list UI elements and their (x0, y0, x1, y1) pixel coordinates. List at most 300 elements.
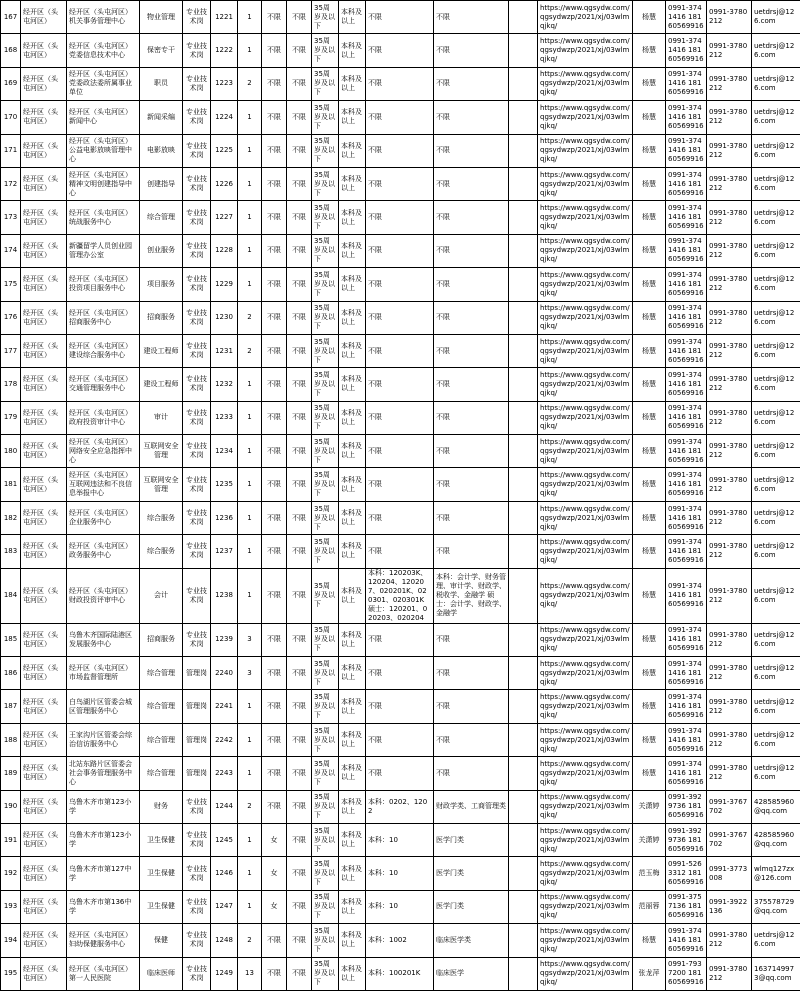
row-number: 194 (1, 924, 21, 957)
position-name-cell: 招商服务 (140, 301, 183, 334)
age-requirement-cell: 35周岁及以下 (312, 823, 339, 856)
fax-cell: 0991-3780212 (707, 657, 752, 690)
phone-cell: 0991-3741416 18160569916 (666, 1, 707, 34)
ethnicity-cell: 不限 (287, 790, 312, 823)
education-cell: 本科及以上 (339, 568, 366, 623)
major-code-cell: 本科：100201K (366, 957, 434, 990)
fax-cell: 0991-3780212 (707, 334, 752, 367)
table-row (1, 790, 800, 823)
fax-cell: 0991-3780212 (707, 34, 752, 67)
gender-cell: 不限 (262, 468, 287, 501)
age-requirement-cell: 35周岁及以下 (312, 790, 339, 823)
major-name-cell: 不限 (434, 67, 509, 100)
major-code-cell: 不限 (366, 201, 434, 234)
ethnicity-cell: 不限 (287, 1, 312, 34)
apply-url-cell: https://www.qgsydw.com/qgsydwzp/2021/xj/03wlmqjkq/ (538, 568, 633, 623)
unit-name-cell: 经开区（头屯河区）党委政法委所属事业单位 (67, 67, 140, 100)
fax-cell: 0991-3780212 (707, 134, 752, 167)
table-row (1, 1, 800, 34)
position-name-cell: 招商服务 (140, 623, 183, 656)
contact-person-cell: 关潇婷 (633, 823, 666, 856)
other-requirement-cell (509, 857, 538, 890)
position-category-cell: 专业技术岗 (183, 435, 211, 468)
other-requirement-cell (509, 67, 538, 100)
education-cell: 本科及以上 (339, 301, 366, 334)
position-category-cell: 专业技术岗 (183, 101, 211, 134)
position-name-cell: 综合管理 (140, 757, 183, 790)
contact-person-cell: 杨慧 (633, 723, 666, 756)
ethnicity-cell: 不限 (287, 234, 312, 267)
gender-cell: 不限 (262, 401, 287, 434)
email-cell: wlmq127zx@126.com (752, 857, 800, 890)
ethnicity-cell: 不限 (287, 890, 312, 923)
other-requirement-cell (509, 34, 538, 67)
gender-cell: 不限 (262, 234, 287, 267)
phone-cell: 0991-3741416 18160569916 (666, 101, 707, 134)
education-cell: 本科及以上 (339, 468, 366, 501)
age-requirement-cell: 35周岁及以下 (312, 757, 339, 790)
position-category-cell: 专业技术岗 (183, 568, 211, 623)
other-requirement-cell (509, 823, 538, 856)
age-requirement-cell: 35周岁及以下 (312, 401, 339, 434)
major-code-cell: 不限 (366, 167, 434, 200)
unit-name-cell: 经开区（头屯河区）交通管理服务中心 (67, 368, 140, 401)
major-code-cell: 不限 (366, 690, 434, 723)
position-code-cell: 2241 (211, 690, 238, 723)
phone-cell: 0991-3741416 18160569916 (666, 34, 707, 67)
other-requirement-cell (509, 757, 538, 790)
apply-url-cell: https://www.qgsydw.com/qgsydwzp/2021/xj/03wlmqjkq/ (538, 101, 633, 134)
contact-person-cell: 杨慧 (633, 268, 666, 301)
contact-person-cell: 杨慧 (633, 101, 666, 134)
fax-cell: 0991-3780212 (707, 757, 752, 790)
phone-cell: 0991-3929736 18160569916 (666, 823, 707, 856)
row-number: 180 (1, 435, 21, 468)
email-cell: uetdrsj@126.com (752, 535, 800, 568)
apply-url-cell: https://www.qgsydw.com/qgsydwzp/2021/xj/03wlmqjkq/ (538, 234, 633, 267)
ethnicity-cell: 不限 (287, 857, 312, 890)
table-row (1, 857, 800, 890)
email-cell: uetdrsj@126.com (752, 201, 800, 234)
unit-name-cell: 乌鲁木齐市第123小学 (67, 790, 140, 823)
position-name-cell: 电影放映 (140, 134, 183, 167)
major-code-cell: 不限 (366, 368, 434, 401)
row-number: 176 (1, 301, 21, 334)
gender-cell: 不限 (262, 657, 287, 690)
phone-cell: 0991-3741416 18160569916 (666, 401, 707, 434)
table-row (1, 67, 800, 100)
education-cell: 本科及以上 (339, 401, 366, 434)
ethnicity-cell: 不限 (287, 957, 312, 990)
apply-url-cell: https://www.qgsydw.com/qgsydwzp/2021/xj/03wlmqjkq/ (538, 790, 633, 823)
table-row (1, 34, 800, 67)
table-row (1, 334, 800, 367)
major-code-cell: 不限 (366, 623, 434, 656)
phone-cell: 0991-3741416 18160569916 (666, 723, 707, 756)
ethnicity-cell: 不限 (287, 435, 312, 468)
phone-cell: 0991-3741416 18160569916 (666, 501, 707, 534)
row-number: 172 (1, 167, 21, 200)
position-code-cell: 1222 (211, 34, 238, 67)
position-name-cell: 综合服务 (140, 535, 183, 568)
gender-cell: 不限 (262, 201, 287, 234)
fax-cell: 0991-3780212 (707, 268, 752, 301)
district-cell: 经开区（头屯河区） (21, 468, 67, 501)
position-name-cell: 综合管理 (140, 690, 183, 723)
position-code-cell: 1230 (211, 301, 238, 334)
contact-person-cell: 范玉梅 (633, 857, 666, 890)
phone-cell: 0991-3741416 18160569916 (666, 134, 707, 167)
position-name-cell: 卫生保健 (140, 823, 183, 856)
contact-person-cell: 杨慧 (633, 657, 666, 690)
major-code-cell: 不限 (366, 268, 434, 301)
hiring-count-cell: 1 (238, 435, 262, 468)
ethnicity-cell: 不限 (287, 468, 312, 501)
ethnicity-cell: 不限 (287, 568, 312, 623)
major-name-cell: 不限 (434, 201, 509, 234)
row-number: 192 (1, 857, 21, 890)
contact-person-cell: 关潇婷 (633, 790, 666, 823)
contact-person-cell: 杨慧 (633, 501, 666, 534)
major-name-cell: 不限 (434, 234, 509, 267)
ethnicity-cell: 不限 (287, 268, 312, 301)
district-cell: 经开区（头屯河区） (21, 501, 67, 534)
position-code-cell: 1221 (211, 1, 238, 34)
phone-cell: 0991-3741416 18160569916 (666, 568, 707, 623)
education-cell: 本科及以上 (339, 957, 366, 990)
hiring-count-cell: 1 (238, 723, 262, 756)
major-code-cell: 不限 (366, 401, 434, 434)
hiring-count-cell: 1 (238, 268, 262, 301)
row-number: 175 (1, 268, 21, 301)
district-cell: 经开区（头屯河区） (21, 823, 67, 856)
apply-url-cell: https://www.qgsydw.com/qgsydwzp/2021/xj/03wlmqjkq/ (538, 890, 633, 923)
hiring-count-cell: 2 (238, 924, 262, 957)
row-number: 173 (1, 201, 21, 234)
position-code-cell: 1231 (211, 334, 238, 367)
contact-person-cell: 杨慧 (633, 924, 666, 957)
fax-cell: 0991-3780212 (707, 368, 752, 401)
major-name-cell: 不限 (434, 34, 509, 67)
contact-person-cell: 杨慧 (633, 435, 666, 468)
position-name-cell: 临床医师 (140, 957, 183, 990)
apply-url-cell: https://www.qgsydw.com/qgsydwzp/2021/xj/03wlmqjkq/ (538, 924, 633, 957)
row-number: 187 (1, 690, 21, 723)
phone-cell: 0991-3741416 18160569916 (666, 234, 707, 267)
fax-cell: 0991-3780212 (707, 1, 752, 34)
position-code-cell: 2242 (211, 723, 238, 756)
age-requirement-cell: 35周岁及以下 (312, 134, 339, 167)
table-row (1, 101, 800, 134)
district-cell: 经开区（头屯河区） (21, 134, 67, 167)
ethnicity-cell: 不限 (287, 301, 312, 334)
email-cell: uetdrsj@126.com (752, 723, 800, 756)
gender-cell: 不限 (262, 623, 287, 656)
gender-cell: 不限 (262, 34, 287, 67)
email-cell: uetdrsj@126.com (752, 34, 800, 67)
fax-cell: 0991-3780212 (707, 535, 752, 568)
fax-cell: 0991-3780212 (707, 723, 752, 756)
unit-name-cell: 新疆留学人员创业园管理办公室 (67, 234, 140, 267)
major-name-cell: 不限 (434, 468, 509, 501)
hiring-count-cell: 1 (238, 34, 262, 67)
ethnicity-cell: 不限 (287, 134, 312, 167)
ethnicity-cell: 不限 (287, 167, 312, 200)
apply-url-cell: https://www.qgsydw.com/qgsydwzp/2021/xj/03wlmqjkq/ (538, 134, 633, 167)
ethnicity-cell: 不限 (287, 34, 312, 67)
email-cell: uetdrsj@126.com (752, 623, 800, 656)
unit-name-cell: 经开区（头屯河区）网络安全应急指挥中心 (67, 435, 140, 468)
apply-url-cell: https://www.qgsydw.com/qgsydwzp/2021/xj/03wlmqjkq/ (538, 167, 633, 200)
age-requirement-cell: 35周岁及以下 (312, 890, 339, 923)
other-requirement-cell (509, 890, 538, 923)
email-cell: uetdrsj@126.com (752, 657, 800, 690)
gender-cell: 不限 (262, 501, 287, 534)
education-cell: 本科及以上 (339, 723, 366, 756)
education-cell: 本科及以上 (339, 368, 366, 401)
phone-cell: 0991-3741416 18160569916 (666, 67, 707, 100)
email-cell: 428585960@qq.com (752, 790, 800, 823)
age-requirement-cell: 35周岁及以下 (312, 435, 339, 468)
row-number: 182 (1, 501, 21, 534)
unit-name-cell: 经开区（头屯河区）公益电影放映管理中心 (67, 134, 140, 167)
fax-cell: 0991-3773008 (707, 857, 752, 890)
email-cell: uetdrsj@126.com (752, 401, 800, 434)
position-category-cell: 管理岗 (183, 757, 211, 790)
unit-name-cell: 乌鲁木齐市第136中学 (67, 890, 140, 923)
unit-name-cell: 经开区（头屯河区）政务服务中心 (67, 535, 140, 568)
gender-cell: 不限 (262, 101, 287, 134)
age-requirement-cell: 35周岁及以下 (312, 468, 339, 501)
phone-cell: 0991-3741416 18160569916 (666, 435, 707, 468)
age-requirement-cell: 35周岁及以下 (312, 501, 339, 534)
major-code-cell: 不限 (366, 435, 434, 468)
gender-cell: 不限 (262, 957, 287, 990)
position-name-cell: 保密专干 (140, 34, 183, 67)
position-name-cell: 互联网安全管理 (140, 468, 183, 501)
position-category-cell: 专业技术岗 (183, 67, 211, 100)
email-cell: uetdrsj@126.com (752, 134, 800, 167)
position-category-cell: 专业技术岗 (183, 790, 211, 823)
contact-person-cell: 杨慧 (633, 757, 666, 790)
position-category-cell: 专业技术岗 (183, 857, 211, 890)
email-cell: uetdrsj@126.com (752, 468, 800, 501)
gender-cell: 不限 (262, 134, 287, 167)
unit-name-cell: 经开区（头屯河区）统战服务中心 (67, 201, 140, 234)
position-category-cell: 管理岗 (183, 723, 211, 756)
position-code-cell: 1248 (211, 924, 238, 957)
district-cell: 经开区（头屯河区） (21, 757, 67, 790)
position-code-cell: 1229 (211, 268, 238, 301)
apply-url-cell: https://www.qgsydw.com/qgsydwzp/2021/xj/03wlmqjkq/ (538, 435, 633, 468)
gender-cell: 不限 (262, 268, 287, 301)
unit-name-cell: 经开区（头屯河区）建设综合服务中心 (67, 334, 140, 367)
other-requirement-cell (509, 167, 538, 200)
position-code-cell: 1236 (211, 501, 238, 534)
position-name-cell: 保健 (140, 924, 183, 957)
table-row (1, 368, 800, 401)
major-code-cell: 不限 (366, 301, 434, 334)
major-name-cell: 本科：会计学、财务管理、审计学、财政学、税收学、金融学 硕士：会计学、财政学、金融学 (434, 568, 509, 623)
district-cell: 经开区（头屯河区） (21, 790, 67, 823)
row-number: 177 (1, 334, 21, 367)
phone-cell: 0991-3741416 18160569916 (666, 535, 707, 568)
ethnicity-cell: 不限 (287, 757, 312, 790)
ethnicity-cell: 不限 (287, 690, 312, 723)
hiring-count-cell: 1 (238, 101, 262, 134)
position-category-cell: 专业技术岗 (183, 234, 211, 267)
email-cell: uetdrsj@126.com (752, 368, 800, 401)
major-code-cell: 不限 (366, 535, 434, 568)
other-requirement-cell (509, 535, 538, 568)
contact-person-cell: 范丽蓉 (633, 890, 666, 923)
row-number: 189 (1, 757, 21, 790)
unit-name-cell: 经开区（头屯河区）机关事务管理中心 (67, 1, 140, 34)
table-row (1, 623, 800, 656)
position-category-cell: 专业技术岗 (183, 501, 211, 534)
position-code-cell: 1235 (211, 468, 238, 501)
major-name-cell: 不限 (434, 401, 509, 434)
major-name-cell: 不限 (434, 535, 509, 568)
age-requirement-cell: 35周岁及以下 (312, 623, 339, 656)
district-cell: 经开区（头屯河区） (21, 568, 67, 623)
unit-name-cell: 经开区（头屯河区）招商服务中心 (67, 301, 140, 334)
position-code-cell: 2243 (211, 757, 238, 790)
gender-cell: 女 (262, 823, 287, 856)
fax-cell: 0991-3780212 (707, 435, 752, 468)
position-name-cell: 职员 (140, 67, 183, 100)
age-requirement-cell: 35周岁及以下 (312, 568, 339, 623)
position-name-cell: 互联网安全管理 (140, 435, 183, 468)
district-cell: 经开区（头屯河区） (21, 890, 67, 923)
position-category-cell: 专业技术岗 (183, 890, 211, 923)
education-cell: 本科及以上 (339, 823, 366, 856)
education-cell: 本科及以上 (339, 890, 366, 923)
major-name-cell: 医学门类 (434, 890, 509, 923)
hiring-count-cell: 1 (238, 823, 262, 856)
other-requirement-cell (509, 468, 538, 501)
table-row (1, 690, 800, 723)
major-code-cell: 不限 (366, 134, 434, 167)
hiring-count-cell: 3 (238, 623, 262, 656)
ethnicity-cell: 不限 (287, 101, 312, 134)
ethnicity-cell: 不限 (287, 334, 312, 367)
unit-name-cell: 经开区（头屯河区）新闻中心 (67, 101, 140, 134)
district-cell: 经开区（头屯河区） (21, 34, 67, 67)
position-category-cell: 专业技术岗 (183, 268, 211, 301)
position-category-cell: 专业技术岗 (183, 924, 211, 957)
contact-person-cell: 杨慧 (633, 535, 666, 568)
row-number: 183 (1, 535, 21, 568)
fax-cell: 0991-3780212 (707, 568, 752, 623)
district-cell: 经开区（头屯河区） (21, 401, 67, 434)
education-cell: 本科及以上 (339, 101, 366, 134)
district-cell: 经开区（头屯河区） (21, 723, 67, 756)
apply-url-cell: https://www.qgsydw.com/qgsydwzp/2021/xj/03wlmqjkq/ (538, 67, 633, 100)
education-cell: 本科及以上 (339, 34, 366, 67)
ethnicity-cell: 不限 (287, 723, 312, 756)
apply-url-cell: https://www.qgsydw.com/qgsydwzp/2021/xj/03wlmqjkq/ (538, 723, 633, 756)
gender-cell: 不限 (262, 790, 287, 823)
position-name-cell: 卫生保健 (140, 857, 183, 890)
hiring-count-cell: 1 (238, 234, 262, 267)
position-category-cell: 专业技术岗 (183, 468, 211, 501)
major-name-cell: 不限 (434, 101, 509, 134)
table-row (1, 134, 800, 167)
position-code-cell: 1228 (211, 234, 238, 267)
major-code-cell: 不限 (366, 468, 434, 501)
ethnicity-cell: 不限 (287, 368, 312, 401)
major-name-cell: 不限 (434, 134, 509, 167)
other-requirement-cell (509, 234, 538, 267)
row-number: 190 (1, 790, 21, 823)
ethnicity-cell: 不限 (287, 67, 312, 100)
position-code-cell: 1227 (211, 201, 238, 234)
contact-person-cell: 杨慧 (633, 1, 666, 34)
hiring-count-cell: 1 (238, 857, 262, 890)
unit-name-cell: 经开区（头屯河区）第一人民医院 (67, 957, 140, 990)
table-row (1, 401, 800, 434)
education-cell: 本科及以上 (339, 535, 366, 568)
age-requirement-cell: 35周岁及以下 (312, 924, 339, 957)
apply-url-cell: https://www.qgsydw.com/qgsydwzp/2021/xj/03wlmqjkq/ (538, 823, 633, 856)
gender-cell: 不限 (262, 1, 287, 34)
position-category-cell: 管理岗 (183, 657, 211, 690)
phone-cell: 0991-3741416 18160569916 (666, 468, 707, 501)
district-cell: 经开区（头屯河区） (21, 957, 67, 990)
education-cell: 本科及以上 (339, 623, 366, 656)
contact-person-cell: 杨慧 (633, 67, 666, 100)
other-requirement-cell (509, 568, 538, 623)
phone-cell: 0991-3741416 18160569916 (666, 201, 707, 234)
district-cell: 经开区（头屯河区） (21, 535, 67, 568)
position-category-cell: 专业技术岗 (183, 957, 211, 990)
major-code-cell: 不限 (366, 657, 434, 690)
fax-cell: 0991-3780212 (707, 167, 752, 200)
unit-name-cell: 北站东路片区管委会社会事务管理服务中心 (67, 757, 140, 790)
position-category-cell: 专业技术岗 (183, 201, 211, 234)
education-cell: 本科及以上 (339, 167, 366, 200)
position-code-cell: 1226 (211, 167, 238, 200)
gender-cell: 不限 (262, 435, 287, 468)
apply-url-cell: https://www.qgsydw.com/qgsydwzp/2021/xj/03wlmqjkq/ (538, 857, 633, 890)
apply-url-cell: https://www.qgsydw.com/qgsydwzp/2021/xj/03wlmqjkq/ (538, 623, 633, 656)
email-cell: uetdrsj@126.com (752, 334, 800, 367)
major-name-cell: 临床医学 (434, 957, 509, 990)
position-category-cell: 专业技术岗 (183, 401, 211, 434)
ethnicity-cell: 不限 (287, 201, 312, 234)
table-row (1, 568, 800, 623)
contact-person-cell: 杨慧 (633, 690, 666, 723)
fax-cell: 0991-3780212 (707, 690, 752, 723)
table-row (1, 167, 800, 200)
email-cell: uetdrsj@126.com (752, 757, 800, 790)
age-requirement-cell: 35周岁及以下 (312, 201, 339, 234)
apply-url-cell: https://www.qgsydw.com/qgsydwzp/2021/xj/03wlmqjkq/ (538, 401, 633, 434)
position-code-cell: 1247 (211, 890, 238, 923)
other-requirement-cell (509, 301, 538, 334)
major-code-cell: 不限 (366, 501, 434, 534)
district-cell: 经开区（头屯河区） (21, 368, 67, 401)
phone-cell: 0991-3741416 18160569916 (666, 368, 707, 401)
age-requirement-cell: 35周岁及以下 (312, 368, 339, 401)
phone-cell: 0991-5263312 18160569916 (666, 857, 707, 890)
major-name-cell: 临床医学类 (434, 924, 509, 957)
position-code-cell: 1234 (211, 435, 238, 468)
apply-url-cell: https://www.qgsydw.com/qgsydwzp/2021/xj/03wlmqjkq/ (538, 1, 633, 34)
phone-cell: 0991-3757136 18160569916 (666, 890, 707, 923)
fax-cell: 0991-3780212 (707, 234, 752, 267)
